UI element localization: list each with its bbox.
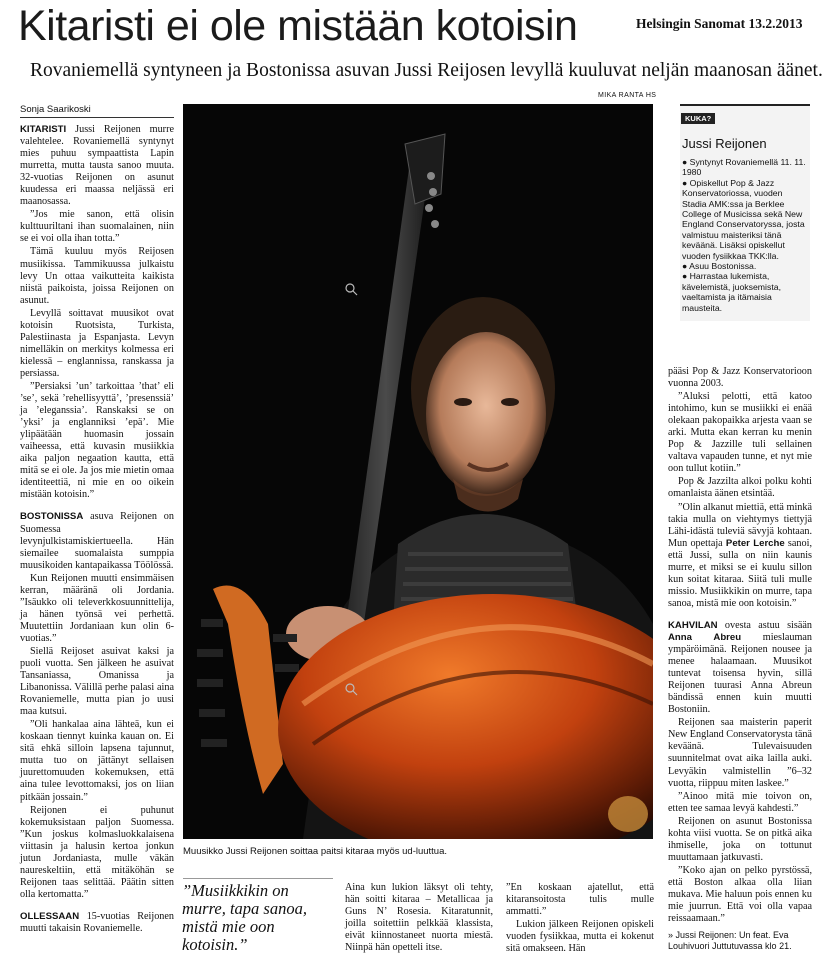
article-column-1 [20, 124, 174, 935]
paragraph: Reijonen ei puhunut kokemuksistaan paljon Suomessa. ”Kun joskus kolmasluokkalaisena viittasin ja halusin kertoa jonkun jutun Jordaniasta, mulle väkän naureskeltiin, että mitäköhän se Reijonen taas selittää. Päätin sitten olla kertomatta.” [20, 804, 174, 900]
paragraph: ”Koko ajan on pelko pyrstössä, että Boston alkaa olla liian mukava. Mie haluun pois ennen ku mie juurrun. Että voi olla vapaa reissaamaan.” [668, 864, 812, 925]
photo [183, 104, 653, 839]
paragraph: Reijonen on asunut Bostonissa kohta viisi vuotta. Se on pitkä aika ihmiselle, joka on tottunut muuttamaan jatkuvasti. [668, 815, 812, 863]
kicker: BOSTONISSA [20, 511, 84, 523]
paragraph: Siellä Reijoset asuivat kaksi ja puoli vuotta. Sen jälkeen he asuivat Tansaniassa, Omanissa ja Libanonissa. Välillä perhe palasi aina Rovaniemelle, mutta pian jo uusi maa kutsui. [20, 645, 174, 718]
source-label: Helsingin Sanomat 13.2.2013 [636, 16, 803, 31]
fact-box-list [680, 157, 810, 313]
paragraph: Kun Reijonen muutti ensimmäisen kerran, määränä oli Jordania. ”Isäukko oli televerkkosuunnittelija, ja hänen työnsä vei perhettä. Muutettiin Jordaniaan kun olin 6-vuotias.” [20, 572, 174, 644]
paragraph: ”Aluksi pelotti, että katoo intohimo, kun se musiikki ei enää olekaan pakopaikka arjesta vaan se arki. Mutta ekan kerran ku menin Pop & Jazzille tuli sellainen valtava vapauden tunne, et nyt mie oon tullut kotiin.” [668, 391, 812, 475]
event-note: » Jussi Reijonen: Un feat. Eva Louhivuori Juttutuvassa klo 21. [668, 930, 792, 951]
divider [183, 878, 333, 879]
list-item: ● Opiskellut Pop & Jazz Konservatoriossa, vuoden Stadia AMK:ssa ja Berklee College of Musicissa sekä New England Conservatoryssa, josta valmistuu maisteriksi tänä keväänä. Lisäksi opiskellut vuoden fysiikkaa TKK:lla. [682, 177, 805, 261]
paragraph: Lukion jälkeen Reijonen opiskeli vuoden fysiikkaa, mutta ei kokenut sitä omakseen. Hän [506, 919, 654, 955]
paragraph: Aina kun lukion läksyt oli tehty, hän soitti kitaraa – Metallicaa ja Guns N’ Rosesia. Kitaratunnit, joilla soitettiin pelkkää klassista, eivät kiinnostaneet nuorta miestä. Niinpä hän opetteli itse. [345, 882, 493, 954]
kicker: KAHVILAN [668, 619, 718, 631]
article-column-3 [506, 882, 654, 955]
paragraph: KAHVILAN ovesta astuu sisään Anna Abreu mieslauman ympäröimänä. Reijonen nousee ja menee halaamaan. Muusikot tuntevat toisensa hyvin, sillä Reijonen tuurasi Anna Abreun bändissä ennen kuin muutti Bostoniin. [668, 619, 812, 716]
paragraph: Pop & Jazzilta alkoi polku kohti omanlaista äänen etsintää. [668, 476, 812, 500]
paragraph: ”Olin alkanut miettiä, että minkä takia mulla on viehtymys tiettyjä Lähi-idästä tuleviä sävyjä kohtaan. Mun opettaja Peter Lerche sanoi, että Jussi, sulla on niin kaunis murre, et miksi se ei kuulu sillon kun soitat kitaraa. Siitä tuli mulle missio. Musiikkikin on murre, tapa sanoa, mistä mie oon kotoisin.” [668, 501, 812, 609]
pull-quote: ”Musiikkikin on murre, tapa sanoa, mistä mie oon kotoisin.” [182, 881, 307, 954]
fact-box-tag: KUKA? [681, 113, 715, 124]
name-highlight: Peter Lerche [725, 537, 785, 549]
photo-illustration [183, 104, 653, 839]
paragraph: pääsi Pop & Jazz Konservatorioon vuonna 2003. [668, 366, 812, 390]
paragraph: Levyllä soittavat muusikot ovat kotoisin Ruotsista, Turkista, Palestiinasta ja Espanjasta. Levyn nimelläkin on merkitys kolmessa eri kielessä – englannissa, ranskassa ja persiassa. [20, 307, 174, 379]
paragraph: ”Ainoo mitä mie toivon on, etten tee samaa levyä kahdesti.” [668, 790, 812, 814]
fact-box [680, 104, 810, 321]
paragraph: KITARISTI Jussi Reijonen murre valehtelee. Rovaniemellä syntynyt mies puhuu sympaattista Lapin murretta, mutta tausta sanoo muuta. 32-vuotias Reijonen on asunut kuudessa eri maassa neljässä eri maanosassa. [20, 124, 174, 208]
headline: Kitaristi ei ole mistään kotoisin [18, 2, 578, 50]
photo-caption: Muusikko Jussi Reijonen soittaa paitsi kitaraa myös ud-luuttua. [183, 846, 448, 857]
paragraph: ”Oli hankalaa aina lähteä, kun ei koskaan tiennyt kuinka kauan on. Ei sitä ehkä silloin lapsena tajunnut, mutta tuo on jättänyt sellaisen juurettomuuden kokemuksen, että aina tulee levottomaksi, jos on liian pitkään jossain.” [20, 719, 174, 803]
paragraph: Reijonen saa maisterin paperit New England Conservatorysta tänä keväänä. Tulevaisuuden suunnitelmat ovat aika lailla auki. Levyäkin valmistellin ”6–32 vuotta, riippuu miten laskee.” [668, 717, 812, 789]
paragraph: ”Jos mie sanon, että olisin kulttuuriltani ihan suomalainen, niin se ei voi olla ihan totta.” [20, 209, 174, 245]
paragraph: BOSTONISSA asuva Reijonen on Suomessa levynjulkistamiskiertueella. Hän siemailee suomalaista sumppia muusikoiden kantapaikassa Töölössä. [20, 511, 174, 571]
kicker: OLLESSAAN [20, 910, 80, 922]
paragraph: ”En koskaan ajatellut, että kitaransoitosta tulis mulle ammatti.” [506, 882, 654, 918]
article-column-4 [668, 366, 812, 925]
list-item: ● Harrastaa lukemista, kävelemistä, juoksemista, vaeltamista ja itämaisia mausteita. [682, 271, 781, 313]
byline: Sonja Saarikoski [20, 104, 174, 118]
list-item: ● Asuu Bostonissa. [682, 261, 757, 272]
photo-credit: MIKA RANTA HS [598, 92, 657, 99]
name-highlight: Anna Abreu [668, 631, 742, 643]
paragraph: ”Persiaksi ’un’ tarkoittaa ’that’ eli ’se’, sekä ’rehellisyyttä’, ’presenssiä’ ja ’eleganssia’. Ranskaksi se on ’yksi’ ja englanniksi ’epä’. Mie ylipäätään huomasin jossain vaiheessa, että kuvasin musiikkia aika paljon negaation kautta, että mitä se ei ole. Ja jos mie mietin omaa identiteettiä, ni mie en oo oikein mistään kotoisin.” [20, 380, 174, 501]
deck: Rovaniemellä syntyneen ja Bostonissa asuvan Jussi Reijosen levyllä kuuluvat neljän maanosan äänet. [30, 60, 823, 81]
kicker: KITARISTI [20, 124, 67, 135]
paragraph: OLLESSAAN 15-vuotias Reijonen muutti takaisin Rovaniemelle. [20, 910, 174, 934]
list-item: ● Syntynyt Rovaniemellä 11. 11. 1980 [682, 157, 806, 178]
paragraph: Tämä kuuluu myös Reijosen musiikissa. Tammikuussa julkaistu levy Un ottaa vaikutteita kaikista niistä paikoista, joissa Reijonen on asunut. [20, 246, 174, 306]
article-column-2 [345, 882, 493, 954]
fact-box-title: Jussi Reijonen [682, 136, 767, 151]
